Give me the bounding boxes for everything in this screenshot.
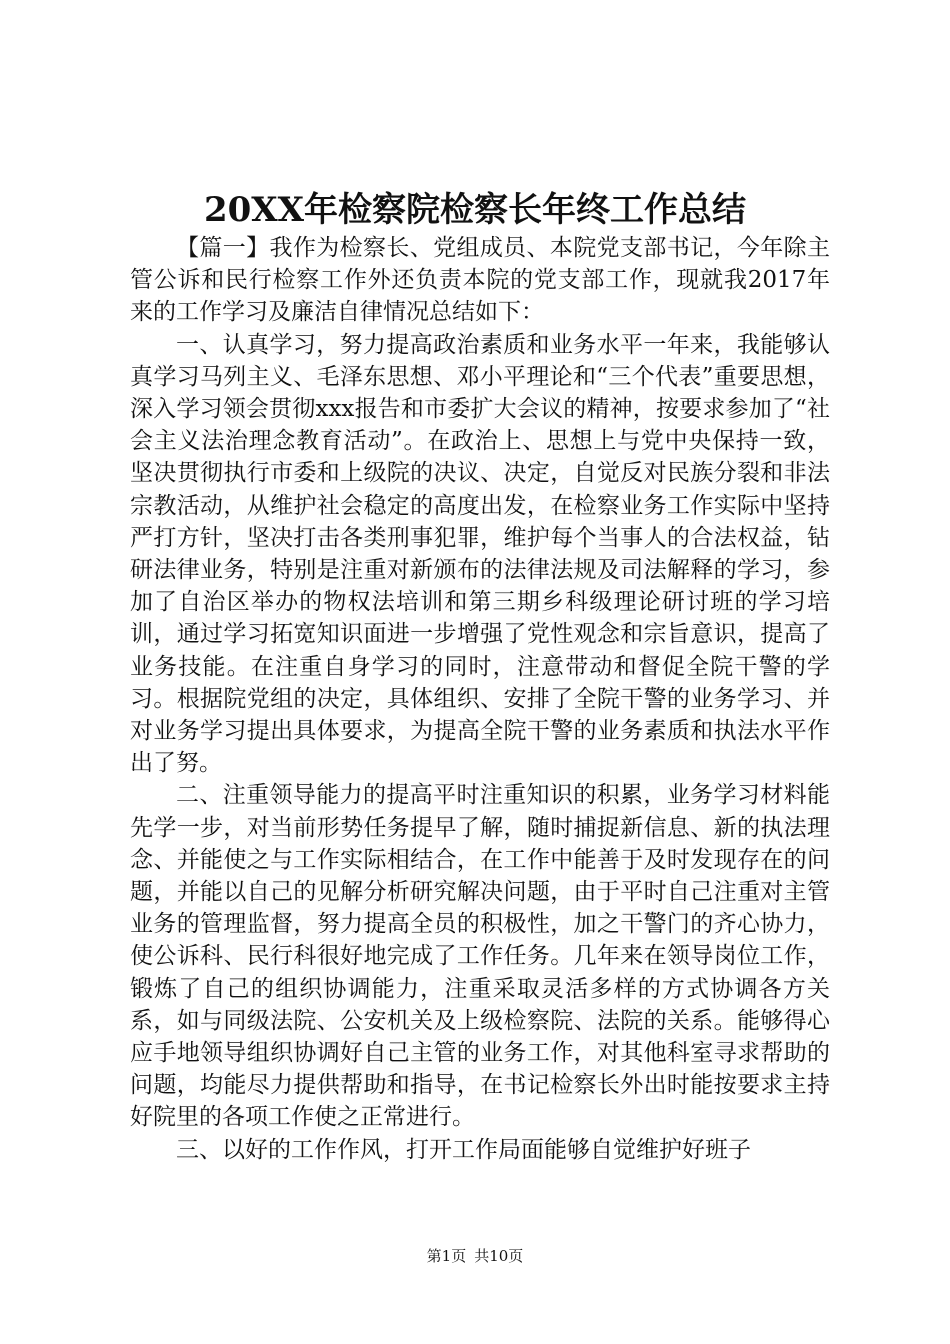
page-number: 第1页 [426, 1247, 467, 1265]
page-footer [0, 1246, 950, 1266]
page-total: 共10页 [474, 1247, 524, 1265]
paragraph-section-2: 二、注重领导能力的提高平时注重知识的积累，业务学习材料能先学一步，对当前形势任务提早了解，随时捕捉新信息、新的执法理念、并能使之与工作实际相结合，在工作中能善于及时发现存在的问题，并能以自己的见解分析研究解决问题，由于平时自己注重对主管业务的管理监督，努力提高全员的积极性，加之干警门的齐心协力，使公诉科、民行科很好地完成了工作任务。几年来在领导岗位工作，锻炼了自己的组织协调能力，注重采取灵活多样的方式协调各方关系，如与同级法院、公安机关及上级检察院、法院的关系。能够得心应手地领导组织协调好自己主管的业务工作，对其他科室寻求帮助的问题，均能尽力提供帮助和指导，在书记检察长外出时能按要求主持好院里的各项工作使之正常进行。 [130, 782, 830, 1131]
paragraph-section-3: 三、以好的工作作风，打开工作局面能够自觉维护好班子 [176, 1136, 751, 1163]
document-body [130, 232, 830, 1166]
document-title: 20XX年检察院检察长年终工作总结 [203, 190, 747, 230]
paragraph-section-1: 一、认真学习，努力提高政治素质和业务水平一年来，我能够认真学习马列主义、毛泽东思想、邓小平理论和“三个代表”重要思想，深入学习领会贯彻xxx报告和市委扩大会议的精神，按要求参加了“社会主义法治理念教育活动”。在政治上、思想上与党中央保持一致，坚决贯彻执行市委和上级院的决议、决定，自觉反对民族分裂和非法宗教活动，从维护社会稳定的高度出发，在检察业务工作实际中坚持严打方针，坚决打击各类刑事犯罪，维护每个当事人的合法权益，钻研法律业务，特别是注重对新颁布的法律法规及司法解释的学习，参加了自治区举办的物权法培训和第三期乡科级理论研讨班的学习培训，通过学习拓宽知识面进一步增强了党性观念和宗旨意识，提高了业务技能。在注重自身学习的同时，注意带动和督促全院干警的学习。根据院党组的决定，具体组织、安排了全院干警的业务学习、并对业务学习提出具体要求，为提高全院干警的业务素质和执法水平作出了努。 [130, 331, 830, 777]
paragraph-intro: 【篇一】我作为检察长、党组成员、本院党支部书记，今年除主管公诉和民行检察工作外还负责本院的党支部工作，现就我2017年来的工作学习及廉洁自律情况总结如下： [130, 235, 830, 326]
